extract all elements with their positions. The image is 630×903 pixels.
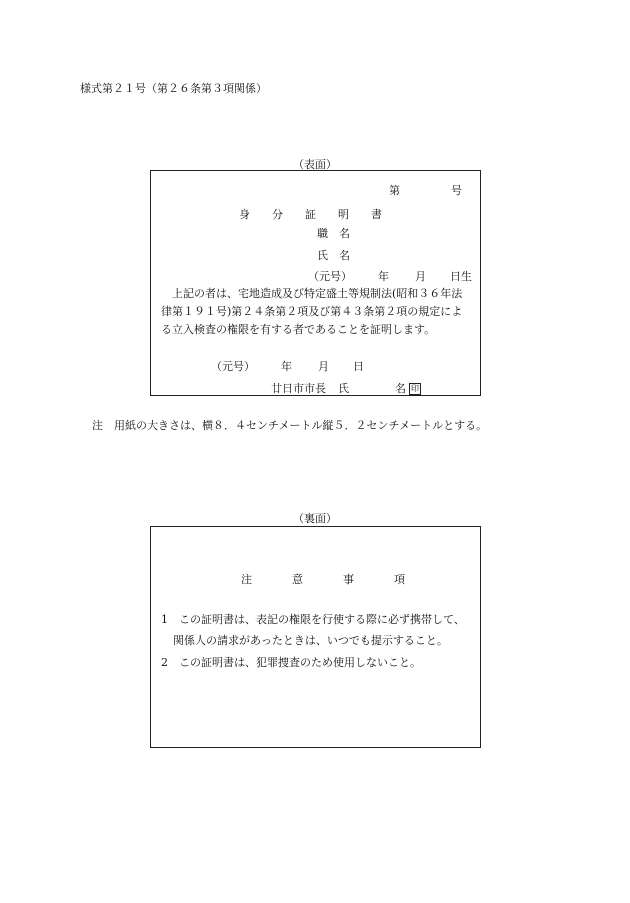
notice-title-char: 項: [394, 573, 405, 586]
issue-year: 年: [281, 360, 292, 373]
id-card-front: [150, 170, 481, 396]
front-caption: （表面）: [293, 158, 337, 171]
cert-title-char: 明: [338, 208, 349, 221]
issue-month: 月: [318, 360, 329, 373]
cert-title-char: 書: [371, 208, 382, 221]
form-number-title: 様式第２１号（第２６条第３項関係）: [80, 82, 267, 95]
notice-item-2: 2 この証明書は、犯罪捜査のため使用しないこと。: [161, 656, 421, 669]
cert-title-char: 分: [272, 208, 283, 221]
birth-day: 日生: [450, 270, 472, 283]
back-caption: （裏面）: [293, 512, 337, 525]
signature-mei: 名: [395, 382, 406, 395]
size-note: 注 用紙の大きさは、横８．４センチメートル縦５．２センチメートルとする。: [92, 419, 488, 432]
birth-era: （元号）: [308, 270, 352, 283]
birth-month: 月: [415, 270, 426, 283]
birth-date-row: [308, 268, 472, 284]
seal-stamp-icon: 印: [411, 384, 419, 393]
issue-era: （元号）: [211, 360, 255, 373]
notice-item-1: 1 この証明書は、表記の権限を行使する際に必ず携帯して、: [161, 613, 465, 626]
cert-title-char: 証: [305, 208, 316, 221]
id-card-back: [150, 526, 481, 748]
name-label: 氏 名: [317, 249, 350, 262]
certificate-body: 上記の者は、宅地造成及び特定盛土等規制法(昭和３６年法律第１９１号)第２４条第２項及び第４３条第２項の規定による立入検査の権限を有する者であることを証明します。: [161, 287, 463, 336]
position-label: 職 名: [317, 227, 350, 240]
notice-item-1-continued: 関係人の請求があったときは、いつでも提示すること。: [173, 634, 448, 647]
issue-date-row: [211, 358, 364, 374]
cert-title-char: 身: [239, 208, 250, 221]
notice-title-char: 注: [241, 573, 252, 586]
number-label-dai: 第: [389, 184, 400, 197]
notice-title-char: 意: [292, 573, 303, 586]
notice-title: [241, 571, 445, 587]
birth-year: 年: [378, 270, 389, 283]
issue-day: 日: [353, 360, 364, 373]
signature-shi: 氏: [338, 382, 349, 395]
mayor-title: 廿日市市長: [271, 382, 326, 395]
signature-row: [271, 380, 421, 396]
number-label-go: 号: [451, 184, 462, 197]
certificate-title: [239, 206, 404, 222]
notice-title-char: 事: [343, 573, 354, 586]
